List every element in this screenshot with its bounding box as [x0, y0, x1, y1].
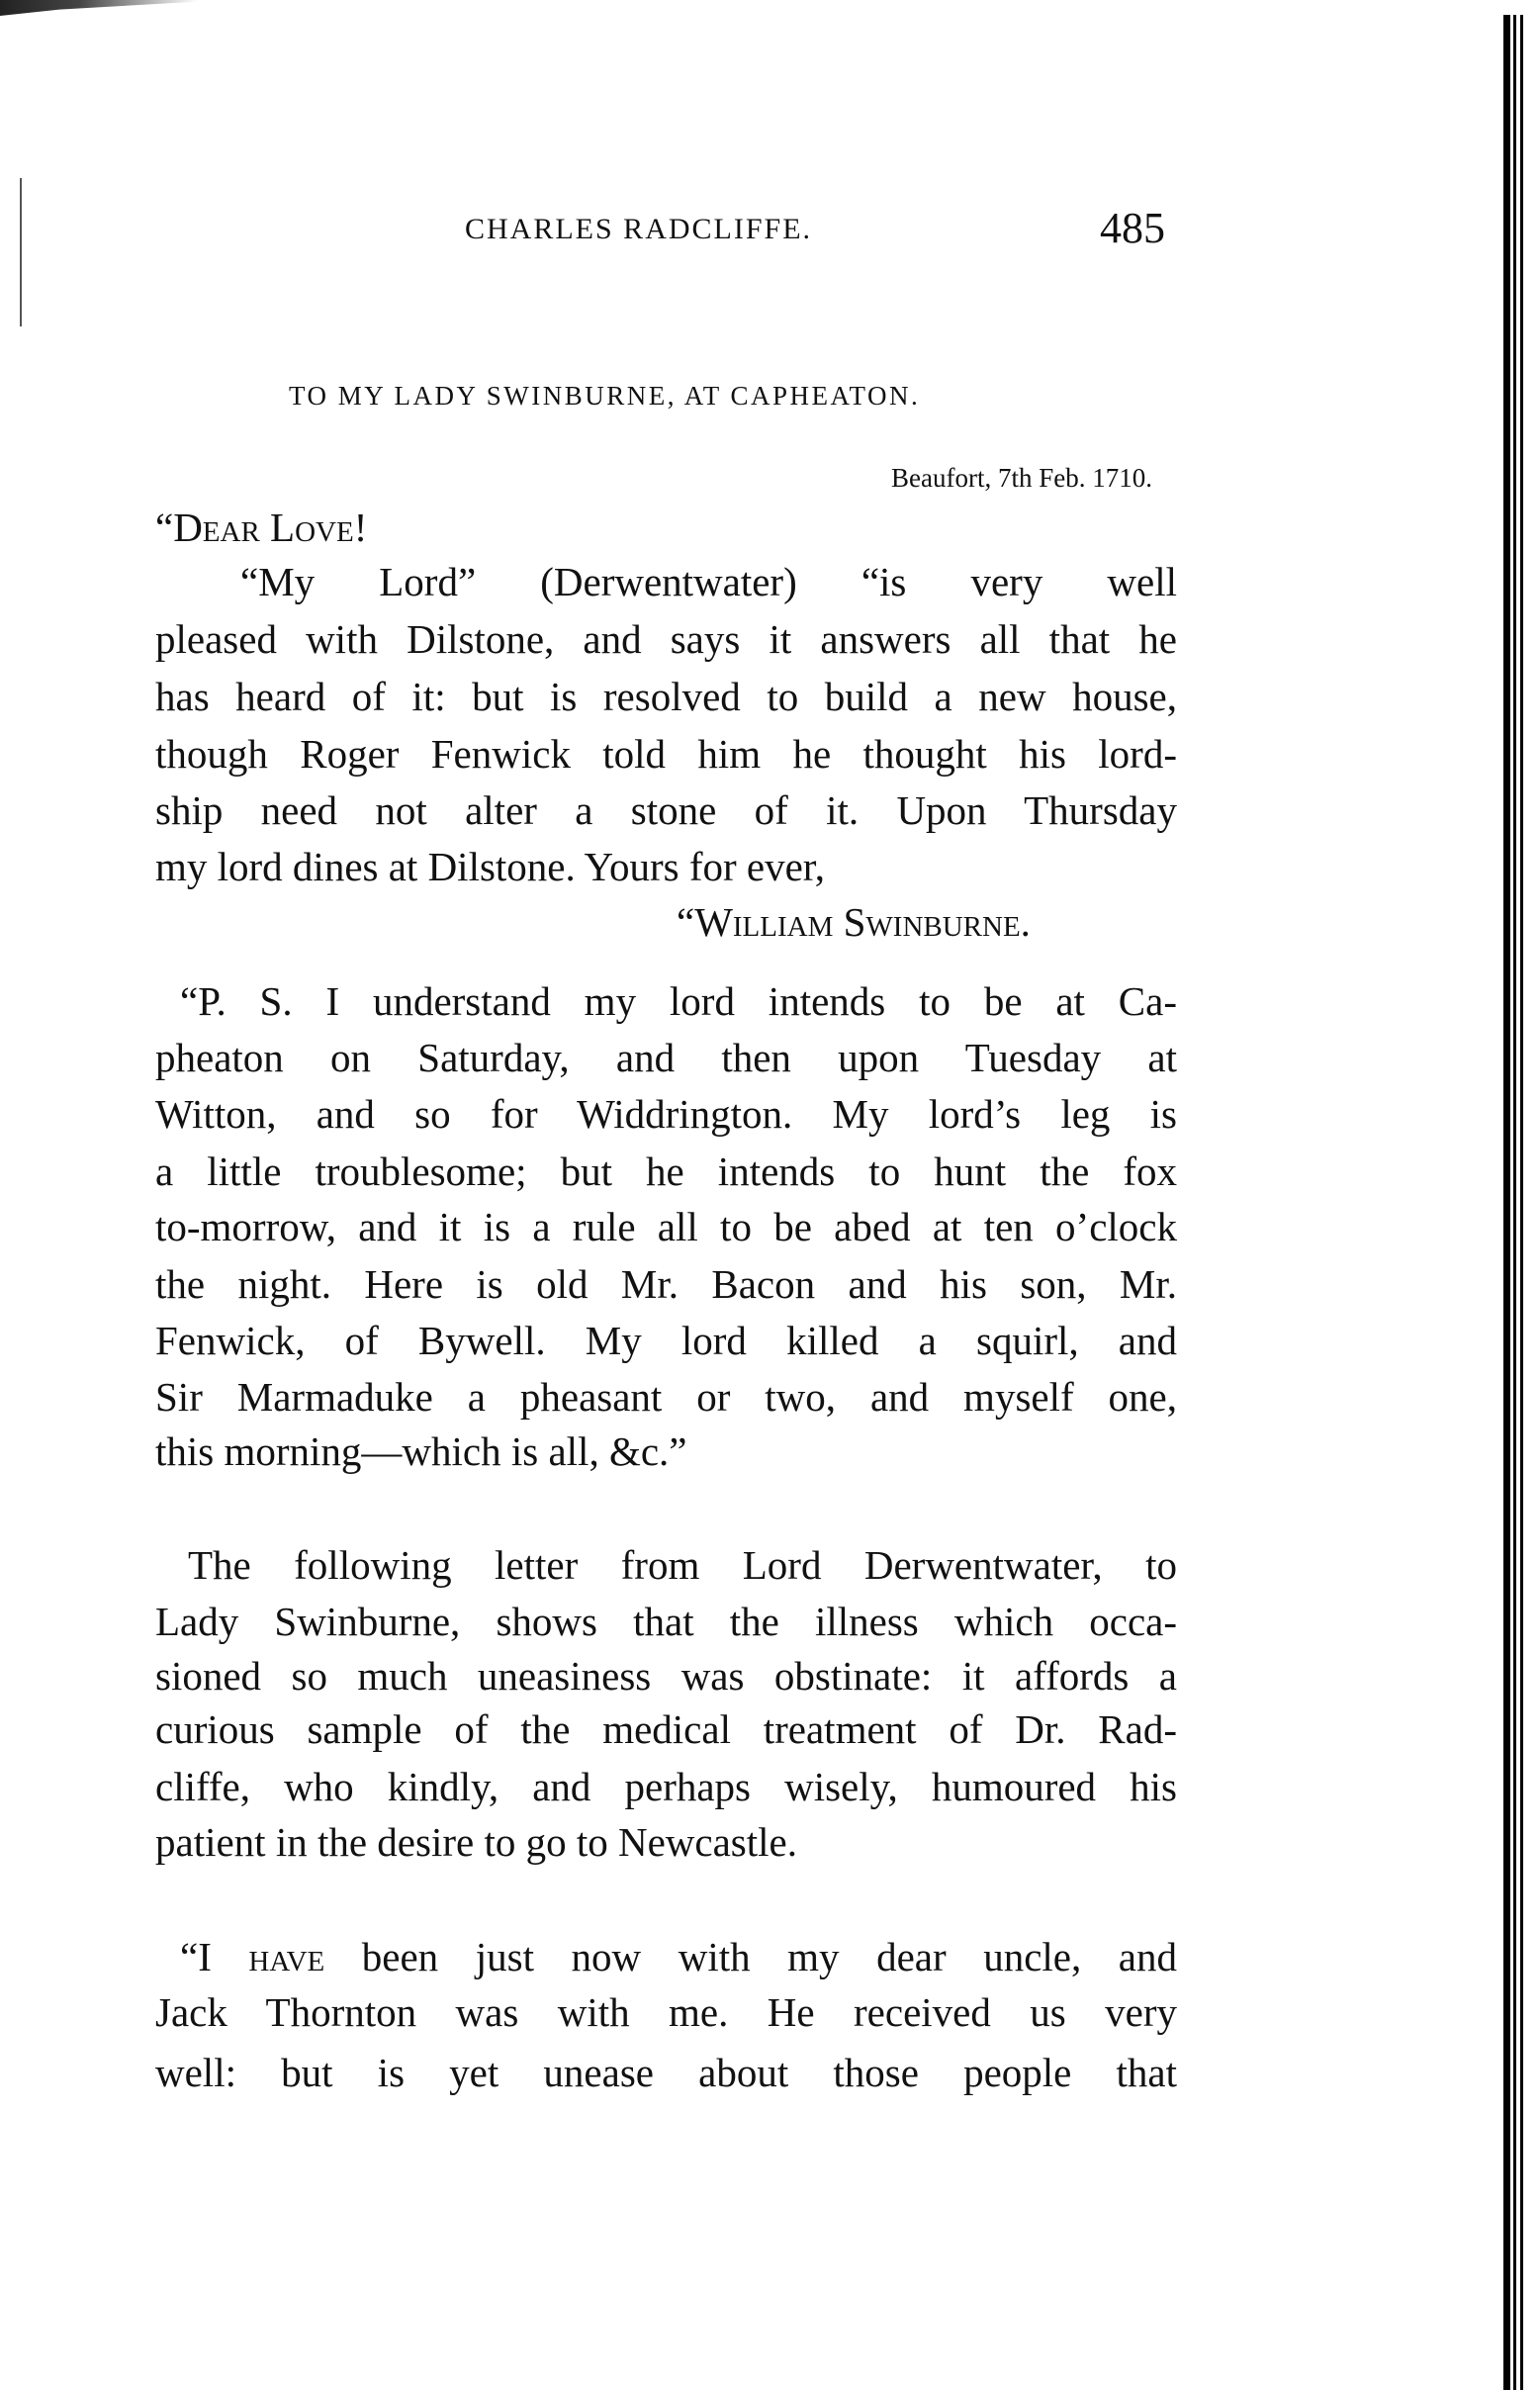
- dateline: Beaufort, 7th Feb. 1710.: [891, 463, 1152, 493]
- line-text: have: [248, 1934, 325, 1979]
- text-line: [155, 1651, 1177, 1701]
- line-text: my lord dines at Dilstone. Yours for ever,: [155, 844, 826, 889]
- text-line: [155, 1704, 1177, 1754]
- line-text: pheaton on Saturday, and then upon Tuesday at: [155, 1035, 1177, 1080]
- line-text: “My Lord” (Derwentwater) “is very well: [240, 559, 1177, 604]
- line-text: a little troublesome; but he intends to hunt the fox: [155, 1149, 1177, 1194]
- text-line: [155, 1259, 1177, 1309]
- line-text: this morning—which is all, &c.”: [155, 1428, 687, 1474]
- scan-edge-line: [1513, 15, 1516, 2390]
- text-line: [155, 1372, 1177, 1422]
- line-text: to-morrow, and it is a rule all to be abed at ten o’clock: [155, 1204, 1177, 1249]
- line-text: pleased with Dilstone, and says it answers all that he: [155, 616, 1177, 662]
- letter-title: TO MY LADY SWINBURNE, AT CAPHEATON.: [289, 381, 921, 411]
- line-text: Witton, and so for Widdrington. My lord’s leg is: [155, 1091, 1177, 1137]
- line-text: the night. Here is old Mr. Bacon and his son, Mr.: [155, 1261, 1177, 1307]
- line-text: well: but is yet unease about those people that: [155, 2050, 1177, 2095]
- text-line: [155, 1089, 1177, 1139]
- scan-margin-mark: [20, 178, 22, 326]
- line-text: “P. S. I understand my lord intends to be at Ca-: [180, 978, 1177, 1024]
- line-text: Sir Marmaduke a pheasant or two, and myself one,: [155, 1374, 1177, 1420]
- line-text: has heard of it: but is resolved to build a new house,: [155, 674, 1177, 719]
- page-number: 485: [1100, 204, 1165, 252]
- text-line: [155, 1817, 1177, 1867]
- text-line: [155, 842, 1177, 891]
- text-line: [155, 1202, 1177, 1251]
- line-text: Lady Swinburne, shows that the illness which occa-: [155, 1599, 1177, 1644]
- scan-edge-line: [1520, 15, 1523, 2390]
- scan-smudge: [0, 0, 198, 16]
- text-line: [180, 976, 1177, 1026]
- line-text: “I: [180, 1934, 249, 1979]
- line-text: ship need not alter a stone of it. Upon Thursday: [155, 787, 1177, 833]
- line-text: Jack Thornton was with me. He received us very: [155, 1989, 1177, 2035]
- line-text: The following letter from Lord Derwentwater, to: [188, 1542, 1177, 1588]
- text-line: [180, 1932, 1177, 1981]
- line-text: curious sample of the medical treatment of Dr. Rad-: [155, 1706, 1177, 1752]
- line-text: patient in the desire to go to Newcastle.: [155, 1819, 797, 1865]
- text-line: [155, 785, 1177, 835]
- text-line: [155, 1316, 1177, 1365]
- text-line: [155, 1426, 1177, 1476]
- text-line: [188, 1540, 1177, 1590]
- line-text: Fenwick, of Bywell. My lord killed a squirl, and: [155, 1318, 1177, 1363]
- text-line: [155, 1033, 1177, 1082]
- text-line: [155, 1597, 1177, 1646]
- running-title: CHARLES RADCLIFFE.: [465, 213, 813, 245]
- line-text: been just now with my dear uncle, and: [324, 1934, 1178, 1979]
- signature: “William Swinburne.: [677, 899, 1031, 945]
- text-line: [155, 1762, 1177, 1811]
- salutation: “Dear Love!: [155, 505, 368, 550]
- text-line: [155, 2048, 1177, 2097]
- text-line: [155, 614, 1177, 664]
- line-text: cliffe, who kindly, and perhaps wisely, humoured his: [155, 1764, 1177, 1809]
- scan-edge-line: [1503, 15, 1510, 2390]
- text-line: [155, 1147, 1177, 1196]
- text-line: [240, 557, 1177, 606]
- text-line: [155, 672, 1177, 721]
- text-line: [155, 1987, 1177, 2037]
- text-line: [155, 729, 1177, 779]
- line-text: sioned so much uneasiness was obstinate: it affords a: [155, 1653, 1177, 1699]
- line-text: though Roger Fenwick told him he thought his lord-: [155, 731, 1177, 777]
